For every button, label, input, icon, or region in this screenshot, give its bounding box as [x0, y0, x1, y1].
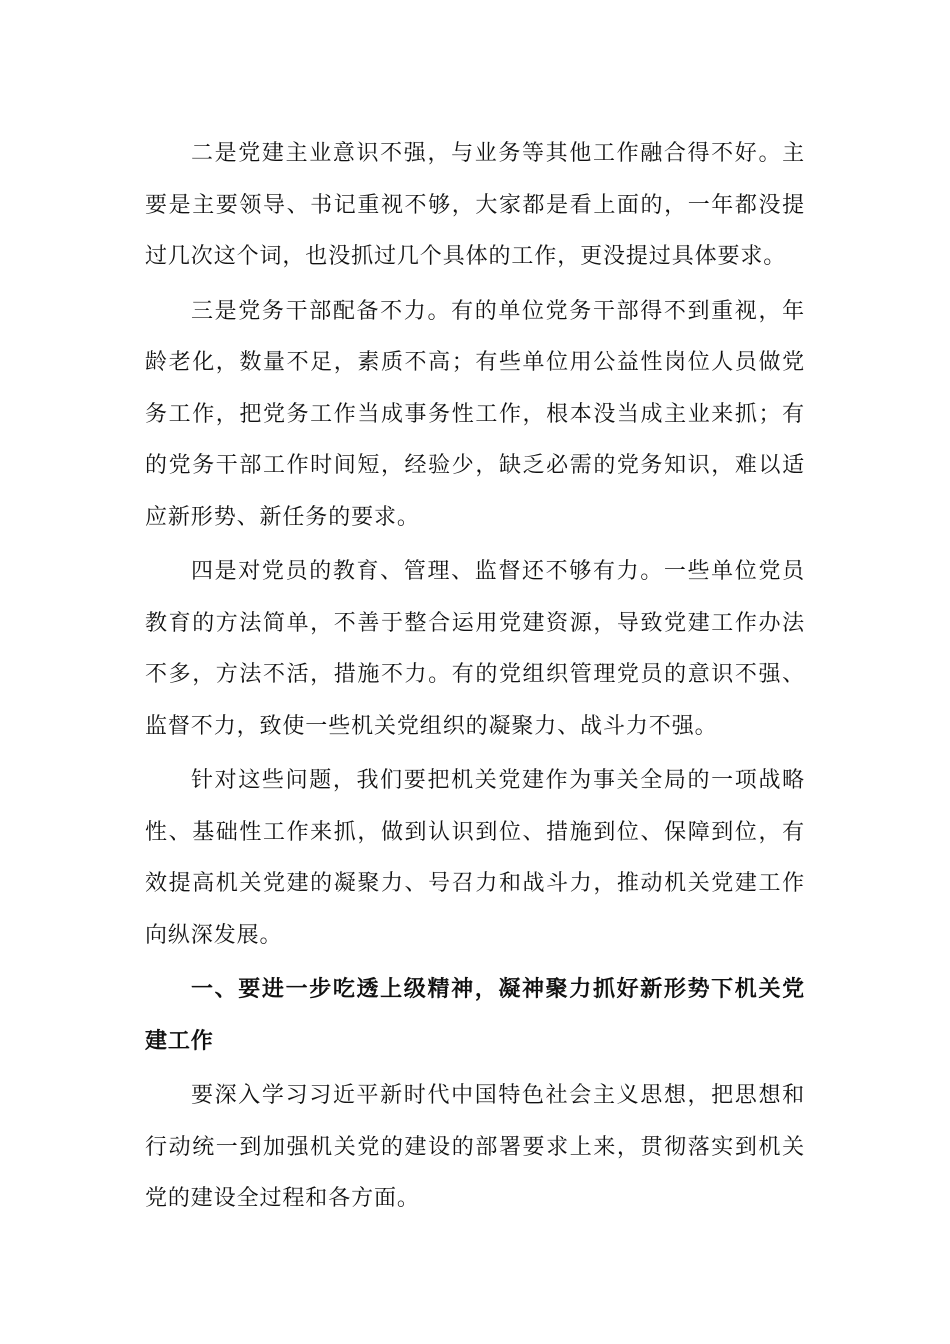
paragraph-solutions: 针对这些问题，我们要把机关党建作为事关全局的一项战略性、基础性工作来抓，做到认识到位、措施到位、保障到位，有效提高机关党建的凝聚力、号召力和战斗力，推动机关党建工作向纵深发展。: [145, 768, 805, 948]
paragraph-party-staff: 三是党务干部配备不力。有的单位党务干部得不到重视，年龄老化，数量不足，素质不高；有些单位用公益性岗位人员做党务工作，把党务工作当成事务性工作，根本没当成主业来抓；有的党务干部工作时间短，经验少，缺乏必需的党务知识，难以适应新形势、新任务的要求。: [145, 298, 805, 530]
paragraph-party-building-awareness: 二是党建主业意识不强，与业务等其他工作融合得不好。主要是主要领导、书记重视不够，大家都是看上面的，一年都没提过几次这个词，也没抓过几个具体的工作，更没提过具体要求。: [145, 141, 805, 269]
section-heading-1: 一、要进一步吃透上级精神，凝神聚力抓好新形势下机关党建工作: [145, 976, 805, 1054]
paragraph-member-education: 四是对党员的教育、管理、监督还不够有力。一些单位党员教育的方法简单，不善于整合运用党建资源，导致党建工作办法不多，方法不活，措施不力。有的党组织管理党员的意识不强、监督不力，致使一些机关党组织的凝聚力、战斗力不强。: [145, 559, 805, 739]
document-body: [145, 128, 805, 1228]
paragraph-study-thought: 要深入学习习近平新时代中国特色社会主义思想，把思想和行动统一到加强机关党的建设的部署要求上来，贯彻落实到机关党的建设全过程和各方面。: [145, 1083, 805, 1211]
